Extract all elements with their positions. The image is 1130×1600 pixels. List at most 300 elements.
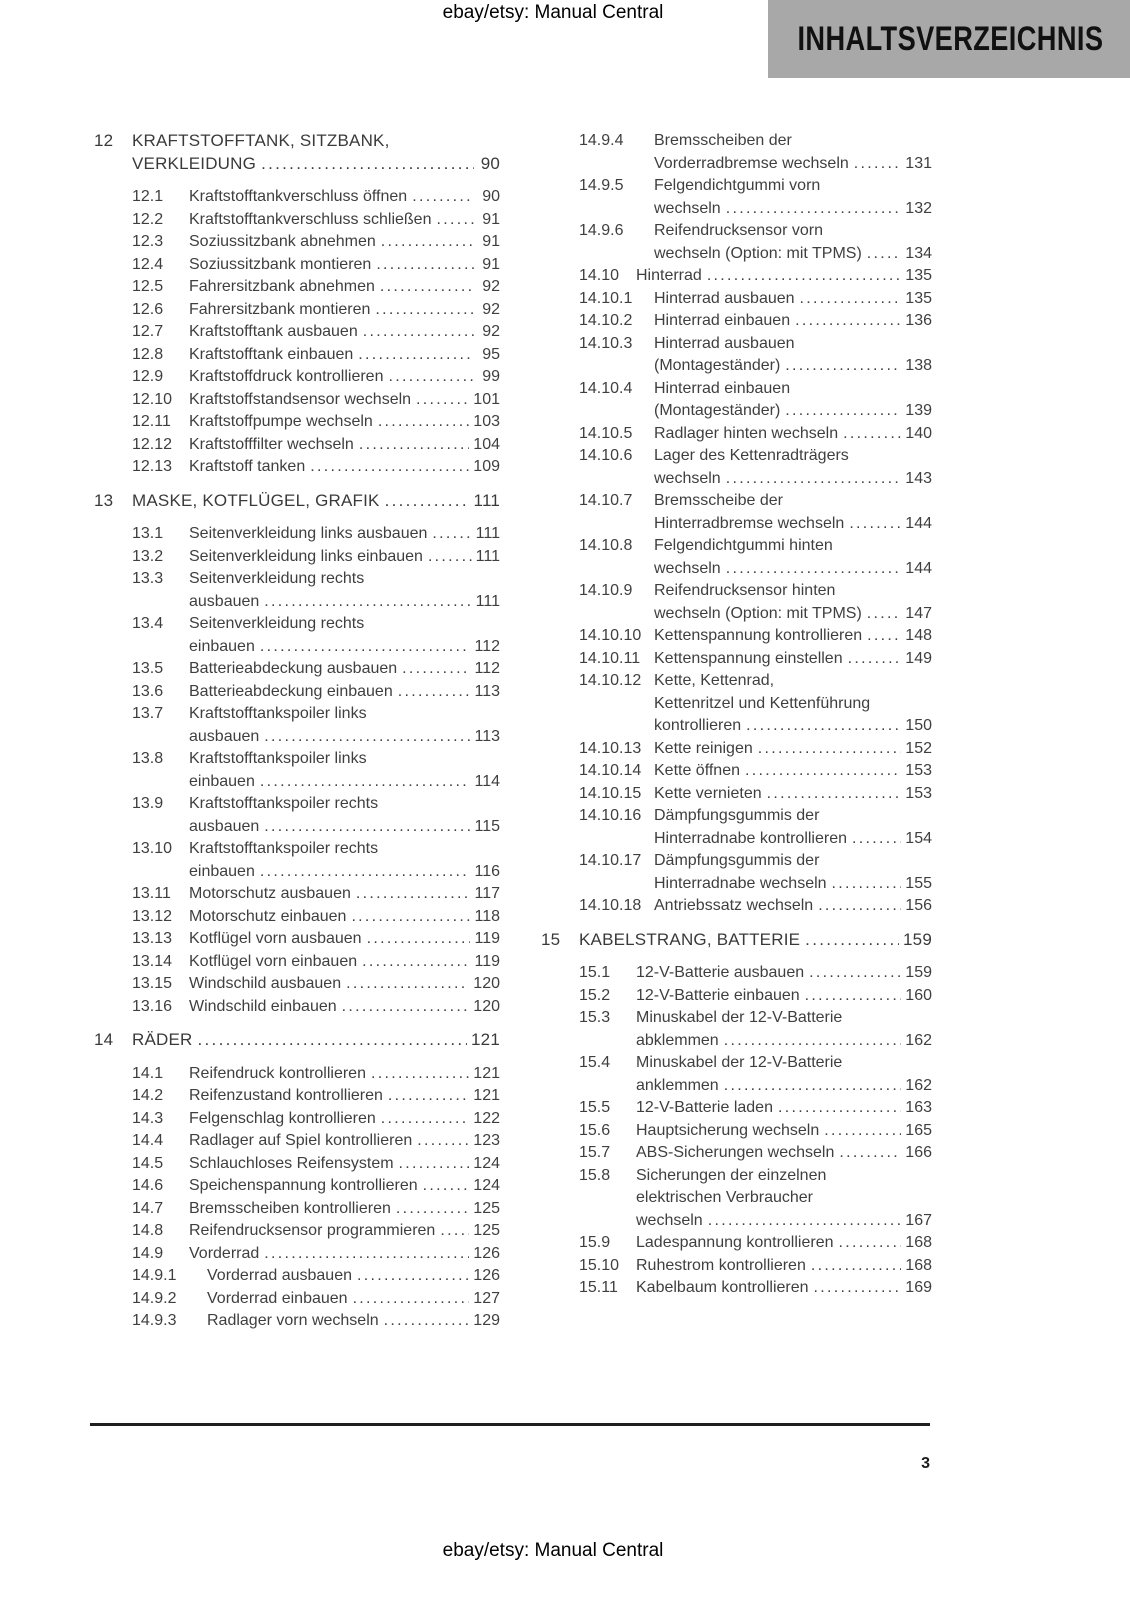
toc-entry-number: 12.5 [132,278,164,295]
toc-entry [90,883,500,906]
toc-entry-page: 112 [474,660,500,677]
toc-entry-title: KABELSTRANG, BATTERIE [579,929,801,949]
dot-leader [375,299,474,322]
toc-entry [90,411,500,434]
toc-entry [537,310,932,333]
toc-entry [537,648,932,671]
dot-leader [198,1029,468,1052]
toc-entry-title: Hinterradnabe kontrollieren [654,829,847,847]
toc-entry [537,288,932,311]
dot-leader [867,603,902,626]
toc-entry-title-line: Kraftstofftankspoiler rechts [189,840,379,857]
toc-entry-number: 14.10.16 [579,807,642,824]
toc-entry-number: 13.10 [132,840,173,857]
toc-entry-page: 99 [482,368,500,385]
toc-entry [537,580,932,625]
toc-entry-number: 13 [94,490,114,510]
toc-entry-page: 152 [905,739,932,757]
toc-entry-number: 14.7 [132,1199,164,1217]
toc-entry [90,951,500,974]
dot-leader [380,276,474,299]
toc-entry-number: 14.10.1 [579,289,633,307]
dot-leader [356,883,471,906]
toc-entry-title: Reifendrucksensor programmieren [189,1222,436,1239]
toc-entry-page: 147 [905,604,932,622]
toc-entry-page: 103 [473,413,500,430]
toc-entry-page: 122 [473,1109,500,1127]
toc-entry-title: Radlager hinten wechseln [654,424,839,442]
toc-entry-title: Kraftstofftank ausbauen [189,323,358,340]
toc-entry-title-line: elektrischen Verbraucher [636,1189,813,1206]
dot-leader [818,895,901,918]
dot-leader [384,1310,470,1333]
toc-entry-number: 15.11 [579,1279,618,1296]
toc-entry-title-line: Kraftstofftankspoiler links [189,705,367,722]
toc-entry-page: 169 [905,1279,932,1296]
toc-entry [537,1097,932,1120]
toc-entry-page: 92 [482,300,500,318]
toc-entry-title-line: Bremsscheibe der [654,492,783,509]
toc-entry-title: Hinterrad [636,267,702,284]
toc-entry-title-line: Kettenritzel und Kettenführung [654,694,871,712]
toc-entry [90,1310,500,1333]
toc-entry [537,1255,932,1278]
toc-entry-title-line: Minuskabel der 12-V-Batterie [636,1054,843,1071]
toc-entry-title: wechseln [654,559,721,577]
dot-leader [795,310,901,333]
dot-leader [353,1288,470,1311]
dot-leader [785,400,901,423]
dot-leader [358,344,474,367]
toc-entry-page: 159 [903,929,932,949]
dot-leader [310,456,469,479]
toc-entry-number: 12.4 [132,255,164,273]
toc-entry-number: 13.9 [132,795,164,812]
toc-entry-title: Kotflügel vorn einbauen [189,952,358,970]
toc-entry-number: 15.9 [579,1234,611,1251]
toc-entry [90,1198,500,1221]
toc-entry-page: 126 [473,1267,500,1284]
toc-entry [90,703,500,748]
toc-entry-number: 14.10.17 [579,852,642,869]
toc-entry-number: 12 [94,131,114,150]
toc-entry [537,265,932,288]
toc-entry-page: 111 [475,592,500,610]
toc-entry-page: 148 [905,627,932,644]
toc-entry-page: 150 [905,717,932,734]
toc-entry-title-line: Bremsscheiben der [654,132,792,149]
toc-entry-number: 13.3 [132,570,164,587]
toc-entry-page: 129 [473,1312,500,1329]
toc-entry-title: abklemmen [636,1031,719,1049]
toc-entry-page: 119 [474,952,500,970]
toc-entry [90,838,500,883]
toc-entry-number: 15.10 [579,1256,620,1274]
toc-entry [90,1130,500,1153]
dot-leader [854,153,902,176]
toc-entry-title: kontrollieren [654,717,742,734]
dot-leader [745,760,901,783]
toc-entry-number: 14.10.7 [579,492,633,509]
toc-entry-page: 101 [473,390,500,408]
toc-entry-page: 156 [905,897,932,914]
toc-entry-page: 132 [905,199,932,217]
toc-entry-title: Kettenspannung kontrollieren [654,627,863,644]
toc-entry-number: 13.8 [132,750,164,767]
header-doc-title: ebay/etsy: Manual Central [442,2,664,23]
toc-entry-page: 118 [474,907,500,925]
toc-entry [537,738,932,761]
footer-rule [90,1423,930,1426]
toc-entry-page: 113 [474,727,500,745]
toc-entry-number: 14.10.2 [579,312,633,329]
toc-entry [90,1085,500,1108]
footer-doc-title: ebay/etsy: Manual Central [442,1540,664,1561]
toc-entry-page: 136 [905,312,932,329]
toc-entry-number: 15.1 [579,964,611,981]
dot-leader [388,366,474,389]
toc-entry-number: 14.10.6 [579,447,633,464]
toc-entry-page: 135 [905,289,932,307]
toc-entry [90,1243,500,1266]
toc-entry-page: 91 [482,255,500,273]
toc-entry-number: 14.9.3 [132,1312,177,1329]
toc-entry [537,1165,932,1233]
dot-leader [412,186,474,209]
toc-entry-page: 116 [474,862,500,880]
toc-entry [537,670,932,738]
toc-entry-number: 15.4 [579,1054,611,1071]
toc-entry [90,748,500,793]
toc-entry-title: (Montageständer) [654,402,781,419]
toc-entry-title: ABS-Sicherungen wechseln [636,1144,835,1161]
toc-entry-title: Fahrersitzbank abnehmen [189,278,375,295]
toc-entry [537,1120,932,1143]
toc-entry-number: 12.7 [132,323,164,340]
dot-leader [778,1097,901,1120]
toc-entry [537,130,932,175]
toc-entry-title: Seitenverkleidung links ausbauen [189,525,428,542]
toc-entry-number: 12.10 [132,390,173,408]
toc-entry-page: 125 [473,1222,500,1239]
toc-entry-number: 12.3 [132,233,164,250]
toc-entry-page: 168 [905,1256,932,1274]
toc-entry-title: Kotflügel vorn ausbauen [189,930,362,947]
toc-entry-number: 15.6 [579,1121,611,1139]
toc-entry-title: VERKLEIDUNG [132,153,257,173]
toc-entry-title: Vorderrad ausbauen [207,1267,352,1284]
toc-entry [537,378,932,423]
dot-leader [432,523,471,546]
dot-leader [724,1075,902,1098]
toc-entry-title: Vorderradbremse wechseln [654,154,849,172]
toc-entry-page: 139 [905,402,932,419]
toc-entry-title-line: Seitenverkleidung rechts [189,570,365,587]
toc-entry-title: Radlager auf Spiel kontrollieren [189,1132,413,1149]
toc-entry-page: 123 [473,1132,500,1149]
toc-entry-title-line: Minuskabel der 12-V-Batterie [636,1009,843,1026]
toc-entry-title-line: Dämpfungsgummis der [654,807,820,824]
toc-entry-page: 124 [473,1177,500,1194]
toc-entry-title: Reifenzustand kontrollieren [189,1087,383,1104]
toc-entry-title: Kette öffnen [654,762,740,779]
toc-entry-page: 109 [473,458,500,475]
toc-entry-title: Kraftstoffstandsensor wechseln [189,390,412,408]
toc-entry-page: 168 [905,1234,932,1251]
toc-entry-number: 14.3 [132,1109,164,1127]
toc-entry-title: Batterieabdeckung einbauen [189,682,393,700]
dot-leader [805,929,899,952]
toc-entry-title-line: Lager des Kettenradträgers [654,447,849,464]
dot-leader [843,423,901,446]
toc-entry-page: 121 [473,1064,500,1082]
toc-entry-title: Radlager vorn wechseln [207,1312,379,1329]
toc-entry [537,175,932,220]
toc-entry-number: 12.12 [132,435,173,453]
dot-leader [758,738,902,761]
toc-entry-title: Hinterradnabe wechseln [654,874,827,892]
toc-entry-title: Kettenspannung einstellen [654,649,843,667]
toc-entry-title: Kette vernieten [654,784,762,802]
toc-entry-title: Kraftstoffpumpe wechseln [189,413,373,430]
dot-leader [767,783,902,806]
toc-entry [90,1265,500,1288]
toc-entry-title: Kraftstofftank einbauen [189,345,354,363]
toc-entry-number: 12.9 [132,368,164,385]
toc-entry-title: Kraftstoffdruck kontrollieren [189,368,384,385]
dot-leader [264,591,471,614]
toc-entry-number: 14.9.1 [132,1267,177,1284]
toc-entry-title: Batterieabdeckung ausbauen [189,660,398,677]
toc-entry-title: wechseln [654,199,721,217]
toc-entry [90,254,500,277]
toc-entry-title: ausbauen [189,817,260,835]
dot-leader [388,1085,469,1108]
dot-leader [852,828,901,851]
toc-entry-number: 14.10.13 [579,739,642,757]
toc-entry-number: 14.10 [579,267,620,284]
toc-entry-title: Windschild einbauen [189,997,337,1015]
toc-entry [90,658,500,681]
toc-entry [537,220,932,265]
dot-leader [264,726,470,749]
toc-entry [90,389,500,412]
toc-entry-title: Kraftstoff tanken [189,458,306,475]
toc-entry-number: 13.12 [132,907,173,925]
toc-entry [90,366,500,389]
toc-entry-title: MASKE, KOTFLÜGEL, GRAFIK [132,490,380,510]
toc-column-right [537,130,932,1300]
toc-entry-number: 13.6 [132,682,164,700]
toc-entry-page: 163 [905,1099,932,1116]
toc-entry [90,793,500,838]
dot-leader [378,411,469,434]
dot-leader [809,962,901,985]
toc-entry-number: 14.10.10 [579,627,642,644]
toc-entry-page: 124 [473,1154,500,1172]
dot-leader [707,265,901,288]
toc-entry-title: (Montageständer) [654,357,781,374]
dot-leader [726,558,902,581]
toc-entry-page: 91 [482,210,500,228]
page-number: 3 [921,1455,930,1472]
toc-entry-title: Windschild ausbauen [189,975,342,992]
toc-entry [90,928,500,951]
toc-entry [90,1153,500,1176]
dot-leader [362,951,470,974]
toc-entry-page: 119 [474,930,500,947]
toc-entry-title: Soziussitzbank abnehmen [189,233,376,250]
toc-entry-page: 166 [905,1144,932,1161]
toc-entry-title-line: Hinterrad ausbauen [654,334,795,352]
toc-entry-title: Kraftstofftankverschluss öffnen [189,188,408,205]
dot-leader [726,468,902,491]
toc-entry-page: 112 [474,637,500,655]
toc-entry-page: 117 [474,885,500,902]
toc-entry-title: einbauen [189,637,255,655]
toc-entry-number: 13.2 [132,547,164,565]
toc-entry-page: 134 [905,244,932,262]
dot-leader [838,1232,901,1255]
toc-entry-number: 12.1 [132,188,164,205]
toc-entry-page: 131 [905,154,932,172]
toc-entry-number: 13.7 [132,705,164,722]
toc-entry-title-line: Dämpfungsgummis der [654,852,820,869]
dot-leader [351,906,470,929]
toc-entry-title: Kraftstofffilter wechseln [189,435,354,453]
toc-entry [537,895,932,918]
toc-entry [537,805,932,850]
toc-entry-page: 92 [482,323,500,340]
toc-entry [537,490,932,535]
dot-leader [440,1220,469,1243]
toc-entry-page: 153 [905,762,932,779]
toc-entry [90,209,500,232]
dot-leader [416,389,469,412]
toc-entry-number: 13.1 [132,525,164,542]
dot-leader [264,816,470,839]
toc-entry-title: wechseln (Option: mit TPMS) [654,604,862,622]
toc-entry-number: 13.5 [132,660,164,677]
toc-entry [537,985,932,1008]
toc-chapter-entry [90,1029,500,1052]
dot-leader [785,355,901,378]
dot-leader [848,648,902,671]
toc-entry-title: Soziussitzbank montieren [189,255,372,273]
toc-entry-title-line: Reifendrucksensor hinten [654,582,836,599]
toc-entry-number: 14.4 [132,1132,164,1149]
dot-leader [402,658,470,681]
dot-leader [398,681,471,704]
dot-leader [726,198,902,221]
toc-entry-page: 143 [905,469,932,487]
toc-entry-page: 121 [471,1030,500,1049]
toc-entry-page: 121 [473,1087,500,1104]
toc-entry-title: Kabelbaum kontrollieren [636,1279,809,1296]
toc-entry-page: 115 [474,817,500,835]
toc-entry-number: 14.10.15 [579,784,642,802]
toc-entry [537,625,932,648]
toc-entry-number: 12.11 [132,413,171,430]
toc-entry-page: 149 [905,649,932,667]
toc-entry-number: 15 [541,929,561,949]
dot-leader [399,1153,470,1176]
toc-entry-page: 111 [473,490,500,510]
toc-entry-number: 15.5 [579,1099,611,1116]
toc-chapter-entry [90,490,500,513]
toc-entry [537,333,932,378]
dot-leader [357,1265,469,1288]
toc-entry-title-line: Felgendichtgummi vorn [654,177,821,194]
dot-leader [342,996,470,1019]
toc-entry-page: 162 [905,1076,932,1094]
toc-entry-title: Ladespannung kontrollieren [636,1234,834,1251]
toc-entry-page: 155 [905,874,932,892]
toc-entry-number: 14.10.9 [579,582,633,599]
toc-entry-number: 14.10.18 [579,897,642,914]
toc-entry-title: Antriebssatz wechseln [654,897,814,914]
toc-entry-title: Seitenverkleidung links einbauen [189,547,423,565]
dot-leader [832,873,902,896]
toc-entry [90,1288,500,1311]
toc-entry-title: 12-V-Batterie einbauen [636,986,800,1004]
toc-entry-page: 144 [905,514,932,532]
toc-entry-number: 14 [94,1030,114,1049]
toc-entry-title: wechseln [636,1211,703,1229]
toc-entry-number: 13.11 [132,885,171,902]
toc-entry-page: 120 [473,975,500,992]
toc-entry [537,783,932,806]
toc-entry [90,906,500,929]
toc-entry-title: wechseln [654,469,721,487]
toc-entry-number: 14.10.4 [579,379,633,397]
toc-entry [537,1007,932,1052]
toc-entry-number: 14.5 [132,1154,164,1172]
toc-entry-title: 12-V-Batterie laden [636,1099,773,1116]
toc-entry-number: 15.3 [579,1009,611,1026]
dot-leader [417,1130,469,1153]
dot-leader [346,973,469,996]
toc-entry [90,996,500,1019]
toc-entry-number: 15.7 [579,1144,611,1161]
toc-entry-title: 12-V-Batterie ausbauen [636,964,805,981]
toc-chapter-entry [90,130,500,175]
dot-leader [381,1108,470,1131]
toc-entry-number: 14.8 [132,1222,164,1239]
toc-entry-page: 153 [905,784,932,802]
dot-leader [359,434,469,457]
toc-entry-title: einbauen [189,862,255,880]
toc-entry [90,434,500,457]
toc-entry-number: 14.10.14 [579,762,642,779]
dot-leader [363,321,474,344]
dot-leader [805,985,902,1008]
toc-entry-title-line: KRAFTSTOFFTANK, SITZBANK, [132,131,390,150]
toc-entry-number: 14.10.3 [579,334,633,352]
toc-entry-number: 12.8 [132,345,164,363]
toc-entry-title: Kraftstofftankverschluss schließen [189,210,432,228]
toc-entry [537,423,932,446]
toc-entry-page: 159 [905,964,932,981]
dot-leader [385,490,470,513]
toc-entry-title-line: Kraftstofftankspoiler rechts [189,795,379,812]
toc-entry [537,962,932,985]
toc-entry-number: 13.14 [132,952,173,970]
toc-entry-page: 104 [473,435,500,453]
page-heading: INHALTSVERZEICHNIS [797,19,1103,58]
toc-entry-page: 162 [905,1031,932,1049]
toc-entry-title-line: Reifendrucksensor vorn [654,222,823,239]
